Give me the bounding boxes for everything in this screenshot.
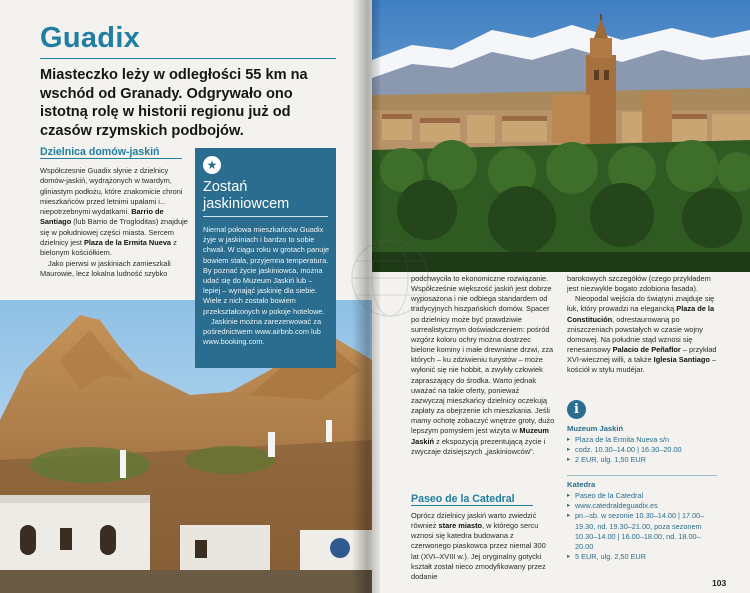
baroque-paragraph: barokowych szczegółów (czego przykładem jest niezwykle bogato zdobiona fasada). xyxy=(567,274,711,294)
page-number: 103 xyxy=(712,578,727,588)
cathedral-price: ▸ 5 EUR, ulg. 2,50 EUR xyxy=(567,552,717,562)
info-divider xyxy=(567,475,717,476)
text-run: Oprócz dzielnicy jaskiń warto zwiedzić również xyxy=(411,511,537,531)
info-icon: i xyxy=(567,400,586,419)
museum-hours: ▸ codz. 10.30–14.00 | 16.30–20.00 xyxy=(567,445,717,455)
section-heading-paseo: Paseo de la Catedral xyxy=(411,493,515,505)
guadix-panorama-illustration xyxy=(372,0,750,272)
text-run: , w którego sercu wznosi się katedra budowana z czerwonego piaskowca przez niemal 300 lat (XVI–XVIII w.). Jej oryginalny gotycki kształt został nieco zmodyfikowany przez dodanie xyxy=(411,521,546,581)
bold-iglesia: Iglesia Santiago xyxy=(653,355,710,365)
paseo-text xyxy=(411,511,555,582)
right-column-2-text xyxy=(567,274,717,376)
text-run: Nieopodal wejścia do świątyni znajduje się łuk, który prowadzi na elegancką xyxy=(567,294,715,314)
museum-heading: Muzeum Jaskiń xyxy=(567,424,624,433)
page-title: Guadix xyxy=(40,22,141,54)
text-run: (lub Barrio de Trogloditas) znajduje się w południowej części miasta. Sercem dzielnicy jest xyxy=(40,217,188,248)
bold-barrio: Barrio de Santiago xyxy=(40,207,164,227)
bold-plaza-constitucion: Plaza de la Constitución xyxy=(567,304,715,324)
museum-address: ▸ Plaza de la Ermita Nueva s/n xyxy=(567,435,717,445)
section-heading-caves: Dzielnica domów-jaskiń xyxy=(40,146,160,158)
museum-info-list xyxy=(567,435,717,466)
tip-box-title: Zostań jaskiniowcem xyxy=(203,179,290,212)
plaza-paragraph xyxy=(567,294,717,375)
cathedral-town-photo xyxy=(372,0,750,272)
left-page xyxy=(0,0,372,593)
bold-plaza: Plaza de la Ermita Nueva xyxy=(83,238,172,248)
cathedral-heading: Katedra xyxy=(567,480,596,489)
lead-paragraph: Miasteczko leży w odległości 55 km na wschód od Granady. Odgrywało ono istotną rolę w historii regionu już od czasów rzymskich podbojów. xyxy=(40,67,308,139)
text-run: z bielonym kościółkiem. xyxy=(40,238,177,258)
bold-muzeum: Muzeum Jaskiń xyxy=(411,426,549,446)
text-run: z ekspozycją prezentującą życie i zwyczaje dzisiejszych „jaskiniowców”. xyxy=(411,436,546,456)
text-run: podchwyciła to ekonomiczne rozwiązanie. Współcześnie większość jaskiń jest dobrze wyposażona i nie odbiega standardem od tradycyjnych hiszpańskich domów. Spacer po dzielnicy może być prawdziwie surrealistycznym doświadczeniem: pośród wzgórz koloru ochry można dostrzec bielone kominy i małe drewniane drzwi, zza których – ku zdziwieniu turystów – może wyłonić się nie hobbit, a zwykły człowiek zapraszający do środka. Warto jednak uważać na takie oferty, ponieważ zazwyczaj mieszkańcy dzielnicy oczekują zapłaty za obejrzenie ich mieszkania. Jeśli mamy ochotę zobaczyć wnętrze groty, dużo lepszym pomysłem jest wizyta w xyxy=(411,274,555,436)
tip-box-rule xyxy=(203,216,328,217)
tip-box-paragraph-1: Niemal połowa mieszkańców Guadix żyje w jaskiniach i bardzo to sobie chwali. W ciągu roku w grotach panuje bowiem stała, przyjemna temperatura. By poznać życie jaskiniowca, można udać się do Muzeum Jaskiń lub – lepiej – wynająć jaskinię dla siebie. Wiele z nich zostało bowiem przekształconych w pokoje hotelowe. xyxy=(203,225,330,316)
cathedral-website-link[interactable]: ▸ www.catedraldeguadix.es xyxy=(567,501,717,511)
tip-box-cave-stay xyxy=(195,148,336,368)
tip-box-paragraph-2: Jaskinie można zarezerwować za pośrednictwem www.airbnb.com lub www.booking.com. xyxy=(203,316,322,347)
section-rule xyxy=(40,158,182,159)
paseo-paragraph xyxy=(411,511,555,582)
cathedral-address: ▸ Paseo de la Catedral xyxy=(567,491,717,501)
left-paragraph-1 xyxy=(40,166,190,259)
title-rule xyxy=(40,58,336,59)
tip-box-text xyxy=(203,225,331,347)
star-icon: ★ xyxy=(203,156,221,174)
left-paragraph-2: Jako pierwsi w jaskiniach zamieszkali Maurowie, lecz lokalna ludność szybko xyxy=(40,258,171,278)
cathedral-info-list xyxy=(567,491,717,562)
text-run: , odrestaurowaną po zniszczeniach powstałych w czasie wojny domowej. Na południe stąd wznosi się renesansowy xyxy=(567,314,703,355)
text-run: – kościół w stylu mudéjar. xyxy=(567,355,717,375)
bold-stare-miasto: stare miasto xyxy=(438,521,483,531)
bold-palacio: Palacio de Peñaflor xyxy=(612,345,681,355)
left-body-text xyxy=(40,166,190,279)
section-rule xyxy=(411,505,533,506)
text-run: – przykład XVI-wiecznej willi, a także xyxy=(567,345,717,365)
cathedral-hours: ▸ pn.–sb. w sezonie 10.30–14.00 | 17.00–19.30, nd. 19.30–21.00, poza sezonem 10.30–14.00 | 16.00–18.00, nd. 18.00–20.00 xyxy=(567,511,717,552)
globe-watermark-icon xyxy=(345,233,435,323)
text-run: Współczesnie Guadix słynie z dzielnicy domów-jaskiń, wydrążonych w twardym, gliniastym podłożu, które znakomicie chroni mieszkańców przed letnimi upałami i... niepotrzebnymi wydatkami. xyxy=(40,166,183,217)
museum-price: ▸ 2 EUR, ulg. 1,50 EUR xyxy=(567,455,717,465)
